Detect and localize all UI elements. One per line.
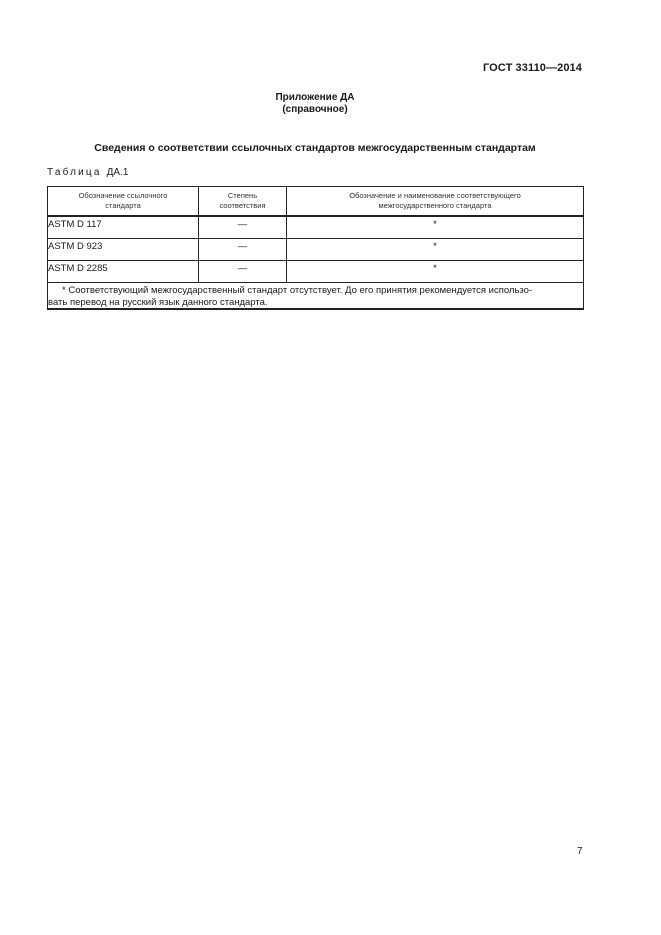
cell-standard: ASTM D 117	[48, 216, 199, 239]
document-code: ГОСТ 33110—2014	[482, 62, 582, 74]
cell-degree: —	[199, 239, 287, 261]
table-row	[48, 239, 584, 261]
header-col2-line2: соответствия	[219, 201, 266, 210]
table-row	[48, 216, 584, 239]
header-col2-line1: Степень	[227, 191, 258, 200]
footnote-line2: вать перевод на русский язык данного стандарта.	[48, 296, 268, 308]
table-footnote	[48, 283, 584, 310]
cell-standard: ASTM D 2285	[48, 261, 199, 283]
annex-subtitle: (справочное)	[282, 104, 348, 115]
table-caption-number: ДА.1	[106, 167, 129, 178]
table-header-row	[48, 187, 584, 217]
cell-interstate: *	[287, 216, 584, 239]
table-caption-word: Таблица	[47, 167, 102, 178]
footnote-line1: * Соответствующий межгосударственный стандарт отсутствует. До его принятия рекомендуется использо-	[62, 285, 533, 296]
table-footnote-row	[48, 283, 584, 310]
header-col1-line2: стандарта	[105, 201, 141, 210]
section-title: Сведения о соответствии ссылочных стандартов межгосударственным стандартам	[94, 142, 536, 154]
table-row	[48, 261, 584, 283]
header-degree	[199, 187, 287, 217]
cell-interstate: *	[287, 239, 584, 261]
annex-heading	[0, 92, 630, 116]
header-interstate-standard	[287, 187, 584, 217]
header-col1-line1: Обозначение ссылочного	[78, 191, 168, 200]
table-caption	[47, 167, 128, 178]
cell-degree: —	[199, 216, 287, 239]
header-col3-line1: Обозначение и наименование соответствующего	[349, 191, 521, 200]
cell-degree: —	[199, 261, 287, 283]
annex-title: Приложение ДА	[275, 92, 355, 103]
header-col3-line2: межгосударственного стандарта	[378, 201, 492, 210]
cell-standard: ASTM D 923	[48, 239, 199, 261]
standards-table	[47, 186, 584, 310]
page-number: 7	[577, 846, 583, 857]
header-reference-standard	[48, 187, 199, 217]
cell-interstate: *	[287, 261, 584, 283]
